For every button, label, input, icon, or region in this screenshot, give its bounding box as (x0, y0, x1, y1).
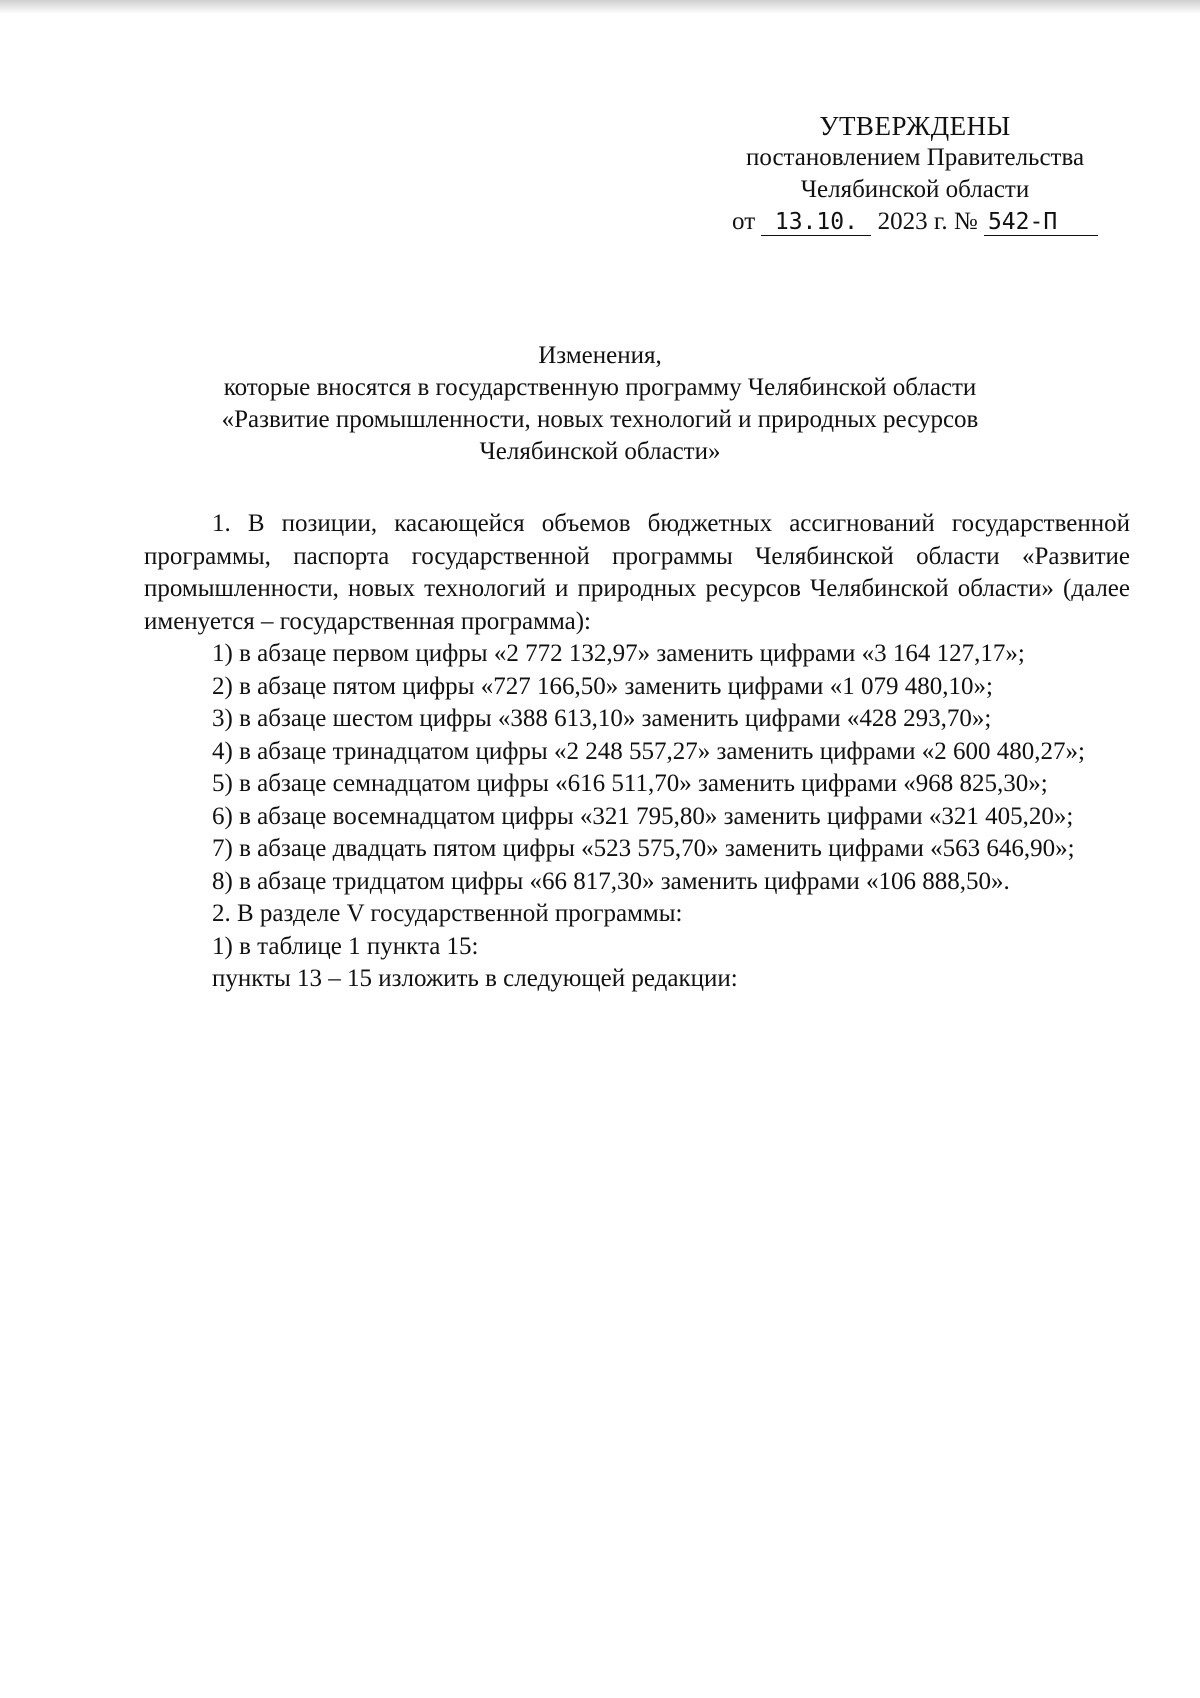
title-line-3: «Развитие промышленности, новых технологий и природных ресурсов (221, 406, 979, 433)
date-prefix: от (732, 208, 756, 235)
document-body (144, 508, 1130, 996)
paragraph-1-2: 2) в абзаце пятом цифры «727 166,50» заменить цифрами «1 079 480,10»; (212, 672, 993, 700)
year-text: 2023 г. № (877, 208, 978, 235)
resolution-number: 542-П (984, 209, 1098, 236)
approval-stamp (700, 110, 1130, 238)
paragraph-2-2: пункты 13 – 15 изложить в следующей редакции: (212, 965, 738, 992)
title-line-1: Изменения, (538, 342, 662, 369)
title-line-2: которые вносятся в государственную программу Челябинской области (223, 374, 977, 401)
paragraph-2-1: 1) в таблице 1 пункта 15: (212, 932, 479, 960)
paragraph-1-5: 5) в абзаце семнадцатом цифры «616 511,70» заменить цифрами «968 825,30»; (212, 770, 1048, 797)
paragraph-1-8: 8) в абзаце тридцатом цифры «66 817,30» заменить цифрами «106 888,50». (212, 867, 1010, 895)
paragraph-1-1: 1) в абзаце первом цифры «2 772 132,97» заменить цифрами «3 164 127,17»; (212, 640, 1025, 667)
approval-date-line (700, 206, 1130, 238)
paragraph-1-6: 6) в абзаце восемнадцатом цифры «321 795,80» заменить цифрами «321 405,20»; (212, 802, 1074, 830)
paragraph-1: 1. В позиции, касающейся объемов бюджетных ассигнований государственной программы, паспорта государственной программы Челябинской области «Развитие промышленности, новых технологий и природных ресурсов Челябинской области» (далее именуется – государственная программа): (144, 510, 1130, 635)
approval-heading: УТВЕРЖДЕНЫ (819, 111, 1011, 141)
paragraph-2: 2. В разделе V государственной программы: (212, 900, 683, 927)
approval-line-1: постановлением Правительства (745, 144, 1085, 171)
paragraph-1-7: 7) в абзаце двадцать пятом цифры «523 575,70» заменить цифрами «563 646,90»; (212, 835, 1075, 862)
paragraph-1-4: 4) в абзаце тринадцатом цифры «2 248 557,27» заменить цифрами «2 600 480,27»; (212, 737, 1085, 765)
document-title (100, 340, 1100, 468)
title-line-4: Челябинской области» (479, 438, 721, 465)
paragraph-1-3: 3) в абзаце шестом цифры «388 613,10» заменить цифрами «428 293,70»; (212, 705, 992, 732)
scan-edge (0, 0, 1200, 14)
approval-line-2: Челябинской области (800, 176, 1030, 203)
date-value: 13.10. (761, 209, 871, 236)
